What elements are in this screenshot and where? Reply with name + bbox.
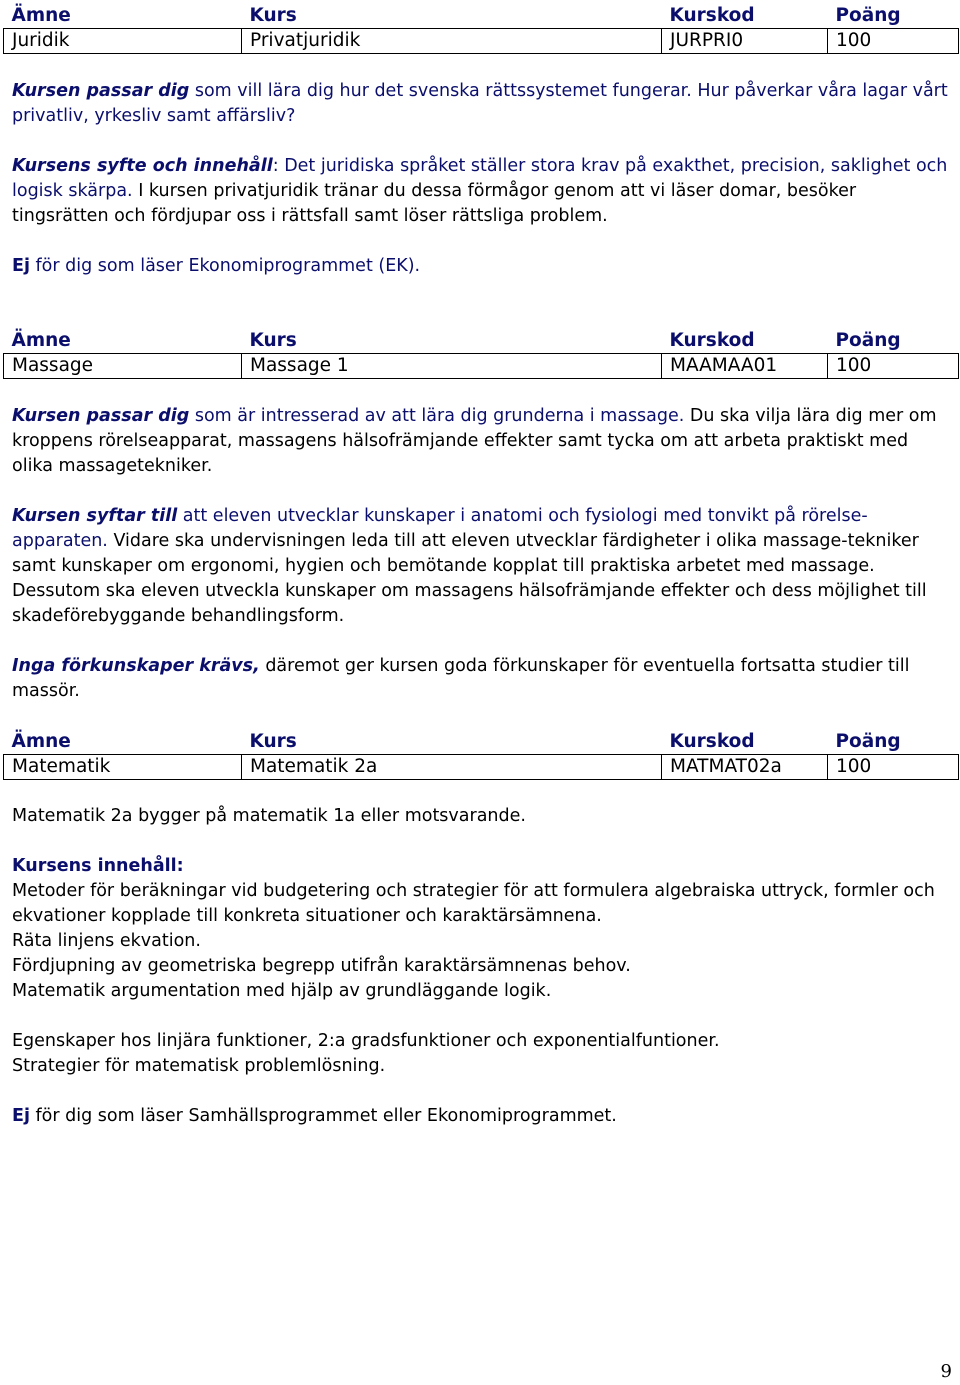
lead-text: Kursen passar dig — [12, 406, 190, 426]
cell-amne: Matematik — [4, 755, 242, 780]
header-amne: Ämne — [11, 5, 71, 26]
table-header-row — [4, 2, 959, 29]
lead-text: Kursen passar dig — [12, 81, 190, 101]
massage-paragraph-2 — [12, 504, 952, 629]
massage-paragraph-1 — [12, 404, 952, 479]
cell-kurskod: MATMAT02a — [662, 755, 828, 780]
lead-text: Inga förkunskaper krävs, — [12, 656, 260, 676]
juridik-paragraph-2 — [12, 154, 952, 229]
cell-poang: 100 — [828, 29, 959, 54]
colon-text: : — [272, 156, 279, 176]
juridik-paragraph-1 — [12, 79, 952, 129]
table-row — [4, 755, 959, 780]
content-heading: Kursens innehåll: — [12, 856, 184, 876]
body-text: för dig som läser Ekonomiprogrammet (EK). — [29, 256, 421, 276]
content-line: Metoder för beräkningar vid budgetering och strategier för att formulera algebraiska uttryck, formler och ekvationer kopplade till konkreta situationer och karaktärsämnena. — [12, 881, 935, 926]
cell-kurs: Matematik 2a — [242, 755, 662, 780]
header-kurs: Kurs — [249, 731, 297, 752]
header-kurs: Kurs — [249, 5, 297, 26]
body-text: Vidare ska undervisningen leda till att eleven utvecklar färdigheter i olika massage-tekniker samt kunskaper om ergonomi, hygien och bemötande kopplat till praktiska arbetet med massage. Dessutom ska eleven utveckla kunskaper om massagens hälsofrämjande effekter och dess möjlighet till skadeförebyggande behandlingsform. — [12, 531, 927, 626]
table-header-row — [4, 728, 959, 755]
header-poang: Poäng — [835, 330, 901, 351]
header-kurs: Kurs — [249, 330, 297, 351]
cell-kurskod: JURPRI0 — [662, 29, 828, 54]
course-table-juridik — [3, 2, 959, 54]
header-poang: Poäng — [835, 731, 901, 752]
body-text: Det juridiska språket ställer stora krav på exakthet, precision, saklighet och logisk skärpa. — [12, 156, 948, 201]
content-line: Räta linjens ekvation. — [12, 931, 201, 951]
body-text: som vill lära dig hur det svenska rättssystemet fungerar. Hur påverkar våra lagar vårt privatliv, yrkesliv samt affärsliv? — [12, 81, 948, 126]
juridik-description — [12, 79, 952, 279]
table-row — [4, 29, 959, 54]
course-table-matematik — [3, 728, 959, 780]
cell-kurs: Massage 1 — [242, 354, 662, 379]
header-poang: Poäng — [835, 5, 901, 26]
header-amne: Ämne — [11, 330, 71, 351]
header-kurskod: Kurskod — [669, 5, 755, 26]
body-text: däremot ger kursen goda förkunskaper för eventuella fortsatta studier till massör. — [12, 656, 910, 701]
header-kurskod: Kurskod — [669, 731, 755, 752]
header-amne: Ämne — [11, 731, 71, 752]
cell-kurskod: MAAMAA01 — [662, 354, 828, 379]
header-kurskod: Kurskod — [669, 330, 755, 351]
content-line: Egenskaper hos linjära funktioner, 2:a gradsfunktioner och exponentialfuntioner. — [12, 1031, 720, 1051]
matematik-intro: Matematik 2a bygger på matematik 1a eller motsvarande. — [12, 806, 526, 826]
page-number: 9 — [940, 1361, 952, 1382]
lead-text: Kursens syfte och innehåll — [12, 156, 273, 176]
content-line: Strategier för matematisk problemlösning. — [12, 1056, 386, 1076]
lead-text: Ej — [12, 256, 30, 276]
cell-poang: 100 — [828, 755, 959, 780]
cell-amne: Juridik — [4, 29, 242, 54]
lead-text: Ej — [12, 1106, 30, 1126]
matematik-paragraph-last — [12, 1104, 952, 1129]
matematik-description — [12, 804, 952, 1129]
course-table-massage — [3, 327, 959, 379]
juridik-paragraph-3 — [12, 254, 952, 279]
body-text: för dig som läser Samhällsprogrammet eller Ekonomiprogrammet. — [29, 1106, 617, 1126]
table-header-row — [4, 327, 959, 354]
body-text: I kursen privatjuridik tränar du dessa förmågor genom att vi läser domar, besöker tingsrätten och fördjupar oss i rättsfall samt löser rättsliga problem. — [12, 181, 857, 226]
body-text: att eleven utvecklar kunskaper i anatomi och fysiologi med tonvikt på rörelse-apparaten. — [12, 506, 868, 551]
body-text: Du ska vilja lära dig mer om kroppens rörelseapparat, massagens hälsofrämjande effekter samt tycka om att arbeta praktiskt med olika massagetekniker. — [12, 406, 937, 476]
massage-paragraph-3 — [12, 654, 952, 704]
massage-description — [12, 404, 952, 704]
content-line: Matematik argumentation med hjälp av grundläggande logik. — [12, 981, 552, 1001]
cell-amne: Massage — [4, 354, 242, 379]
lead-text: Kursen syftar till — [12, 506, 178, 526]
table-row — [4, 354, 959, 379]
content-line: Fördjupning av geometriska begrepp utifrån karaktärsämnenas behov. — [12, 956, 631, 976]
cell-kurs: Privatjuridik — [242, 29, 662, 54]
body-text: som är intresserad av att lära dig grunderna i massage. — [189, 406, 685, 426]
cell-poang: 100 — [828, 354, 959, 379]
